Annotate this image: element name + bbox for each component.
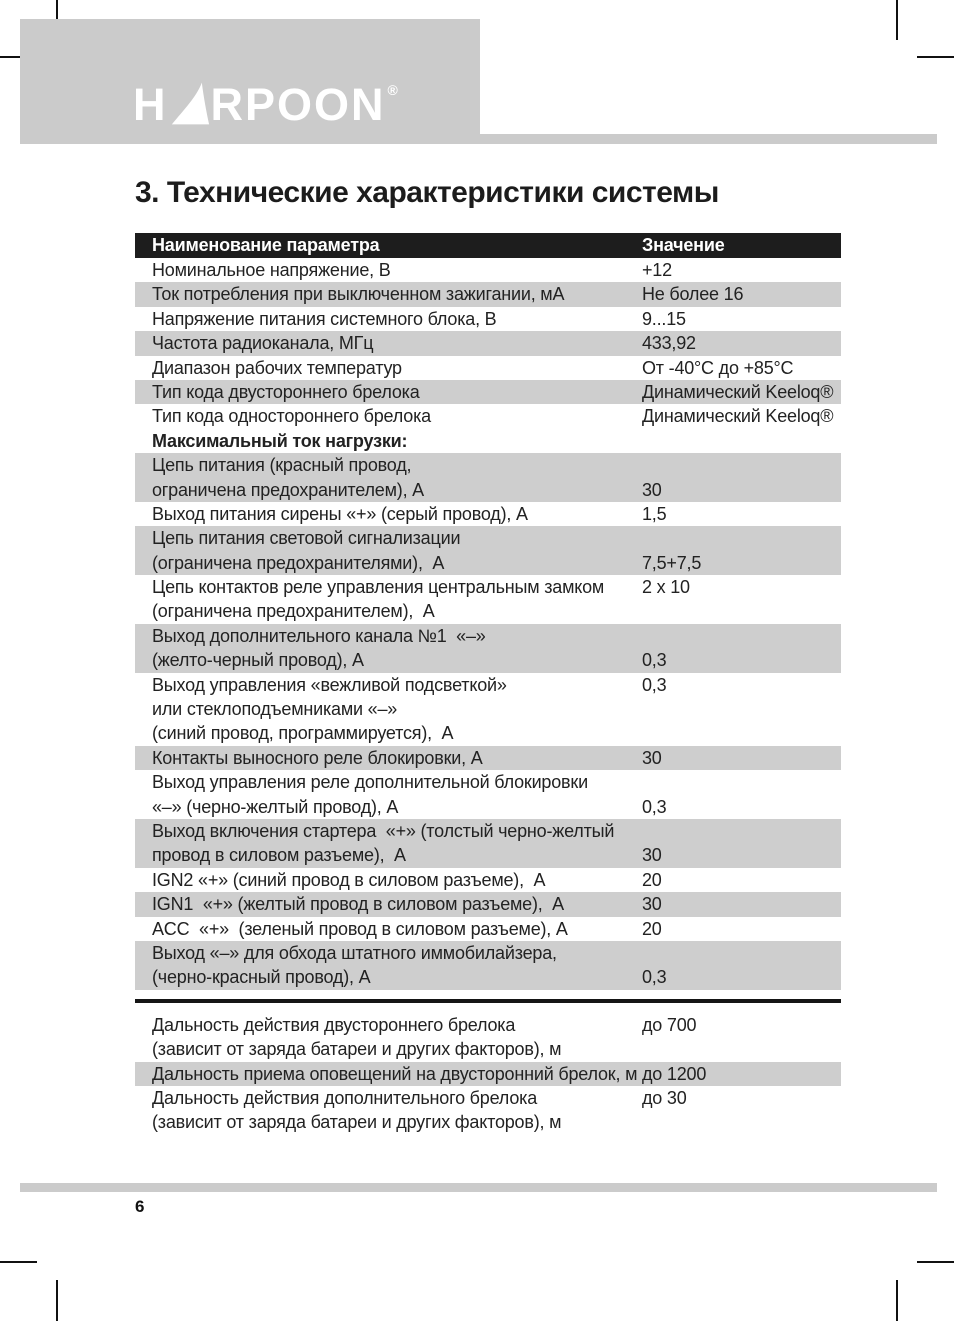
sail-icon xyxy=(170,80,210,127)
param-value: 1,5 xyxy=(642,503,667,524)
param-value: 20 xyxy=(642,918,662,939)
param-value: 30 xyxy=(642,845,662,866)
param-value: 2 х 10 xyxy=(642,577,690,598)
param-label: (ограничена предохранителем), А xyxy=(152,601,435,622)
table-row xyxy=(135,404,841,428)
header-param-label: Наименование параметра xyxy=(152,235,380,255)
crop-mark-top-right-horizontal xyxy=(917,56,954,58)
param-label: Диапазон рабочих температур xyxy=(152,357,402,378)
param-label: Тип кода одностороннего брелока xyxy=(152,406,431,427)
param-label: Напряжение питания системного блока, В xyxy=(152,308,497,329)
param-label: Номинальное напряжение, В xyxy=(152,260,391,280)
spec-table-body xyxy=(135,258,841,990)
header-value-label: Значение xyxy=(642,235,725,255)
param-label: ACC «+» (зеленый провод в силовом разъеме), А xyxy=(152,918,568,939)
table-row xyxy=(135,575,841,624)
table-header xyxy=(135,233,841,258)
param-value: 9...15 xyxy=(642,308,686,329)
param-value: 30 xyxy=(642,747,662,768)
param-label: Выход управления реле дополнительной блокировки xyxy=(152,772,588,793)
param-label: Контакты выносного реле блокировки, А xyxy=(152,747,483,768)
table-row xyxy=(135,380,841,404)
param-label: (зависит от заряда батареи и других факторов), м xyxy=(152,1112,562,1133)
table-row xyxy=(135,331,841,355)
table-row xyxy=(135,941,841,990)
table-row xyxy=(135,502,841,526)
table-row xyxy=(135,917,841,941)
registered-mark: ® xyxy=(387,82,398,98)
footer-bar xyxy=(20,1183,937,1192)
param-value: 433,92 xyxy=(642,333,696,354)
param-value: до 1200 xyxy=(642,1063,707,1084)
table-row xyxy=(135,307,841,331)
param-label: «–» (черно-желтый провод), А xyxy=(152,796,399,817)
crop-mark-bottom-left-horizontal xyxy=(0,1261,37,1263)
table-row xyxy=(135,282,841,306)
brand-banner-strip xyxy=(20,134,937,144)
param-value: 20 xyxy=(642,869,662,890)
crop-mark-bottom-right-vertical xyxy=(896,1280,898,1321)
crop-mark-bottom-left-vertical xyxy=(56,1280,58,1321)
param-value: до 700 xyxy=(642,1014,697,1035)
table-row xyxy=(135,453,841,502)
param-label: (желто-черный провод), А xyxy=(152,650,364,671)
param-label: (синий провод, программируется), А xyxy=(152,723,454,744)
param-value: 0,3 xyxy=(642,650,667,671)
table-row xyxy=(135,868,841,892)
table-row xyxy=(135,770,841,819)
param-label: провод в силовом разъеме), А xyxy=(152,845,406,866)
param-value: 0,3 xyxy=(642,674,667,695)
table-row xyxy=(135,258,841,282)
param-label: Цепь питания (красный провод, xyxy=(152,455,412,476)
param-label: IGN1 «+» (желтый провод в силовом разъеме), А xyxy=(152,894,564,915)
table-row xyxy=(135,526,841,575)
table-row xyxy=(135,1086,841,1135)
table-row xyxy=(135,673,841,746)
param-label: Дальность приема оповещений на двусторонний брелок, м xyxy=(152,1063,638,1084)
param-label: Максимальный ток нагрузки: xyxy=(152,430,408,451)
param-label: Выход дополнительного канала №1 «–» xyxy=(152,625,486,646)
page-title: 3. Технические характеристики системы xyxy=(135,176,719,209)
crop-mark-bottom-right-horizontal xyxy=(917,1261,954,1263)
param-value: 30 xyxy=(642,894,662,915)
section-divider xyxy=(135,999,841,1003)
spec-table xyxy=(135,233,841,1135)
param-label: Дальность действия дополнительного брелока xyxy=(152,1087,538,1108)
param-label: (зависит от заряда батареи и других факторов), м xyxy=(152,1039,562,1060)
param-value: 0,3 xyxy=(642,967,667,988)
param-label: Выход включения стартера «+» (толстый черно-желтый xyxy=(152,820,615,841)
crop-mark-top-right-vertical xyxy=(896,0,898,40)
param-label: IGN2 «+» (синий провод в силовом разъеме), А xyxy=(152,869,546,890)
param-value: Не более 16 xyxy=(642,284,744,305)
param-label: Выход питания сирены «+» (серый провод), А xyxy=(152,503,528,524)
param-value: От -40°С до +85°С xyxy=(642,357,794,378)
param-label: Цепь питания световой сигнализации xyxy=(152,528,461,549)
table-row xyxy=(135,892,841,916)
param-value: +12 xyxy=(642,260,672,280)
param-value: 0,3 xyxy=(642,796,667,817)
param-label: или стеклоподъемниками «–» xyxy=(152,699,398,720)
table-row xyxy=(135,356,841,380)
page-number: 6 xyxy=(135,1197,145,1216)
param-label: Дальность действия двустороннего брелока xyxy=(152,1014,516,1035)
param-value: 30 xyxy=(642,479,662,500)
table-row xyxy=(135,746,841,770)
table-row xyxy=(135,1062,841,1086)
param-value: 7,5+7,5 xyxy=(642,552,702,573)
logo-letters-rpoon: RPOON xyxy=(210,79,386,130)
brand-logo xyxy=(133,79,398,130)
param-label: Тип кода двустороннего брелока xyxy=(152,381,420,402)
logo-letter-h: H xyxy=(133,79,168,130)
param-value: до 30 xyxy=(642,1087,687,1108)
param-label: ограничена предохранителем), А xyxy=(152,479,424,500)
param-label: Выход управления «вежливой подсветкой» xyxy=(152,674,507,695)
param-value: Динамический Keeloq® xyxy=(642,406,834,427)
param-label: Выход «–» для обхода штатного иммобилайзера, xyxy=(152,942,557,963)
param-label: Частота радиоканала, МГц xyxy=(152,333,374,354)
table-row xyxy=(135,1013,841,1062)
param-label: Цепь контактов реле управления центральным замком xyxy=(152,577,605,598)
table-row xyxy=(135,429,841,453)
table-row xyxy=(135,624,841,673)
param-label: (ограничена предохранителями), А xyxy=(152,552,445,573)
param-label: Ток потребления при выключенном зажигании, мА xyxy=(152,284,565,305)
table-row xyxy=(135,819,841,868)
spec-table-body-2 xyxy=(135,1013,841,1135)
param-value: Динамический Keeloq® xyxy=(642,381,834,402)
param-label: (черно-красный провод), А xyxy=(152,967,371,988)
